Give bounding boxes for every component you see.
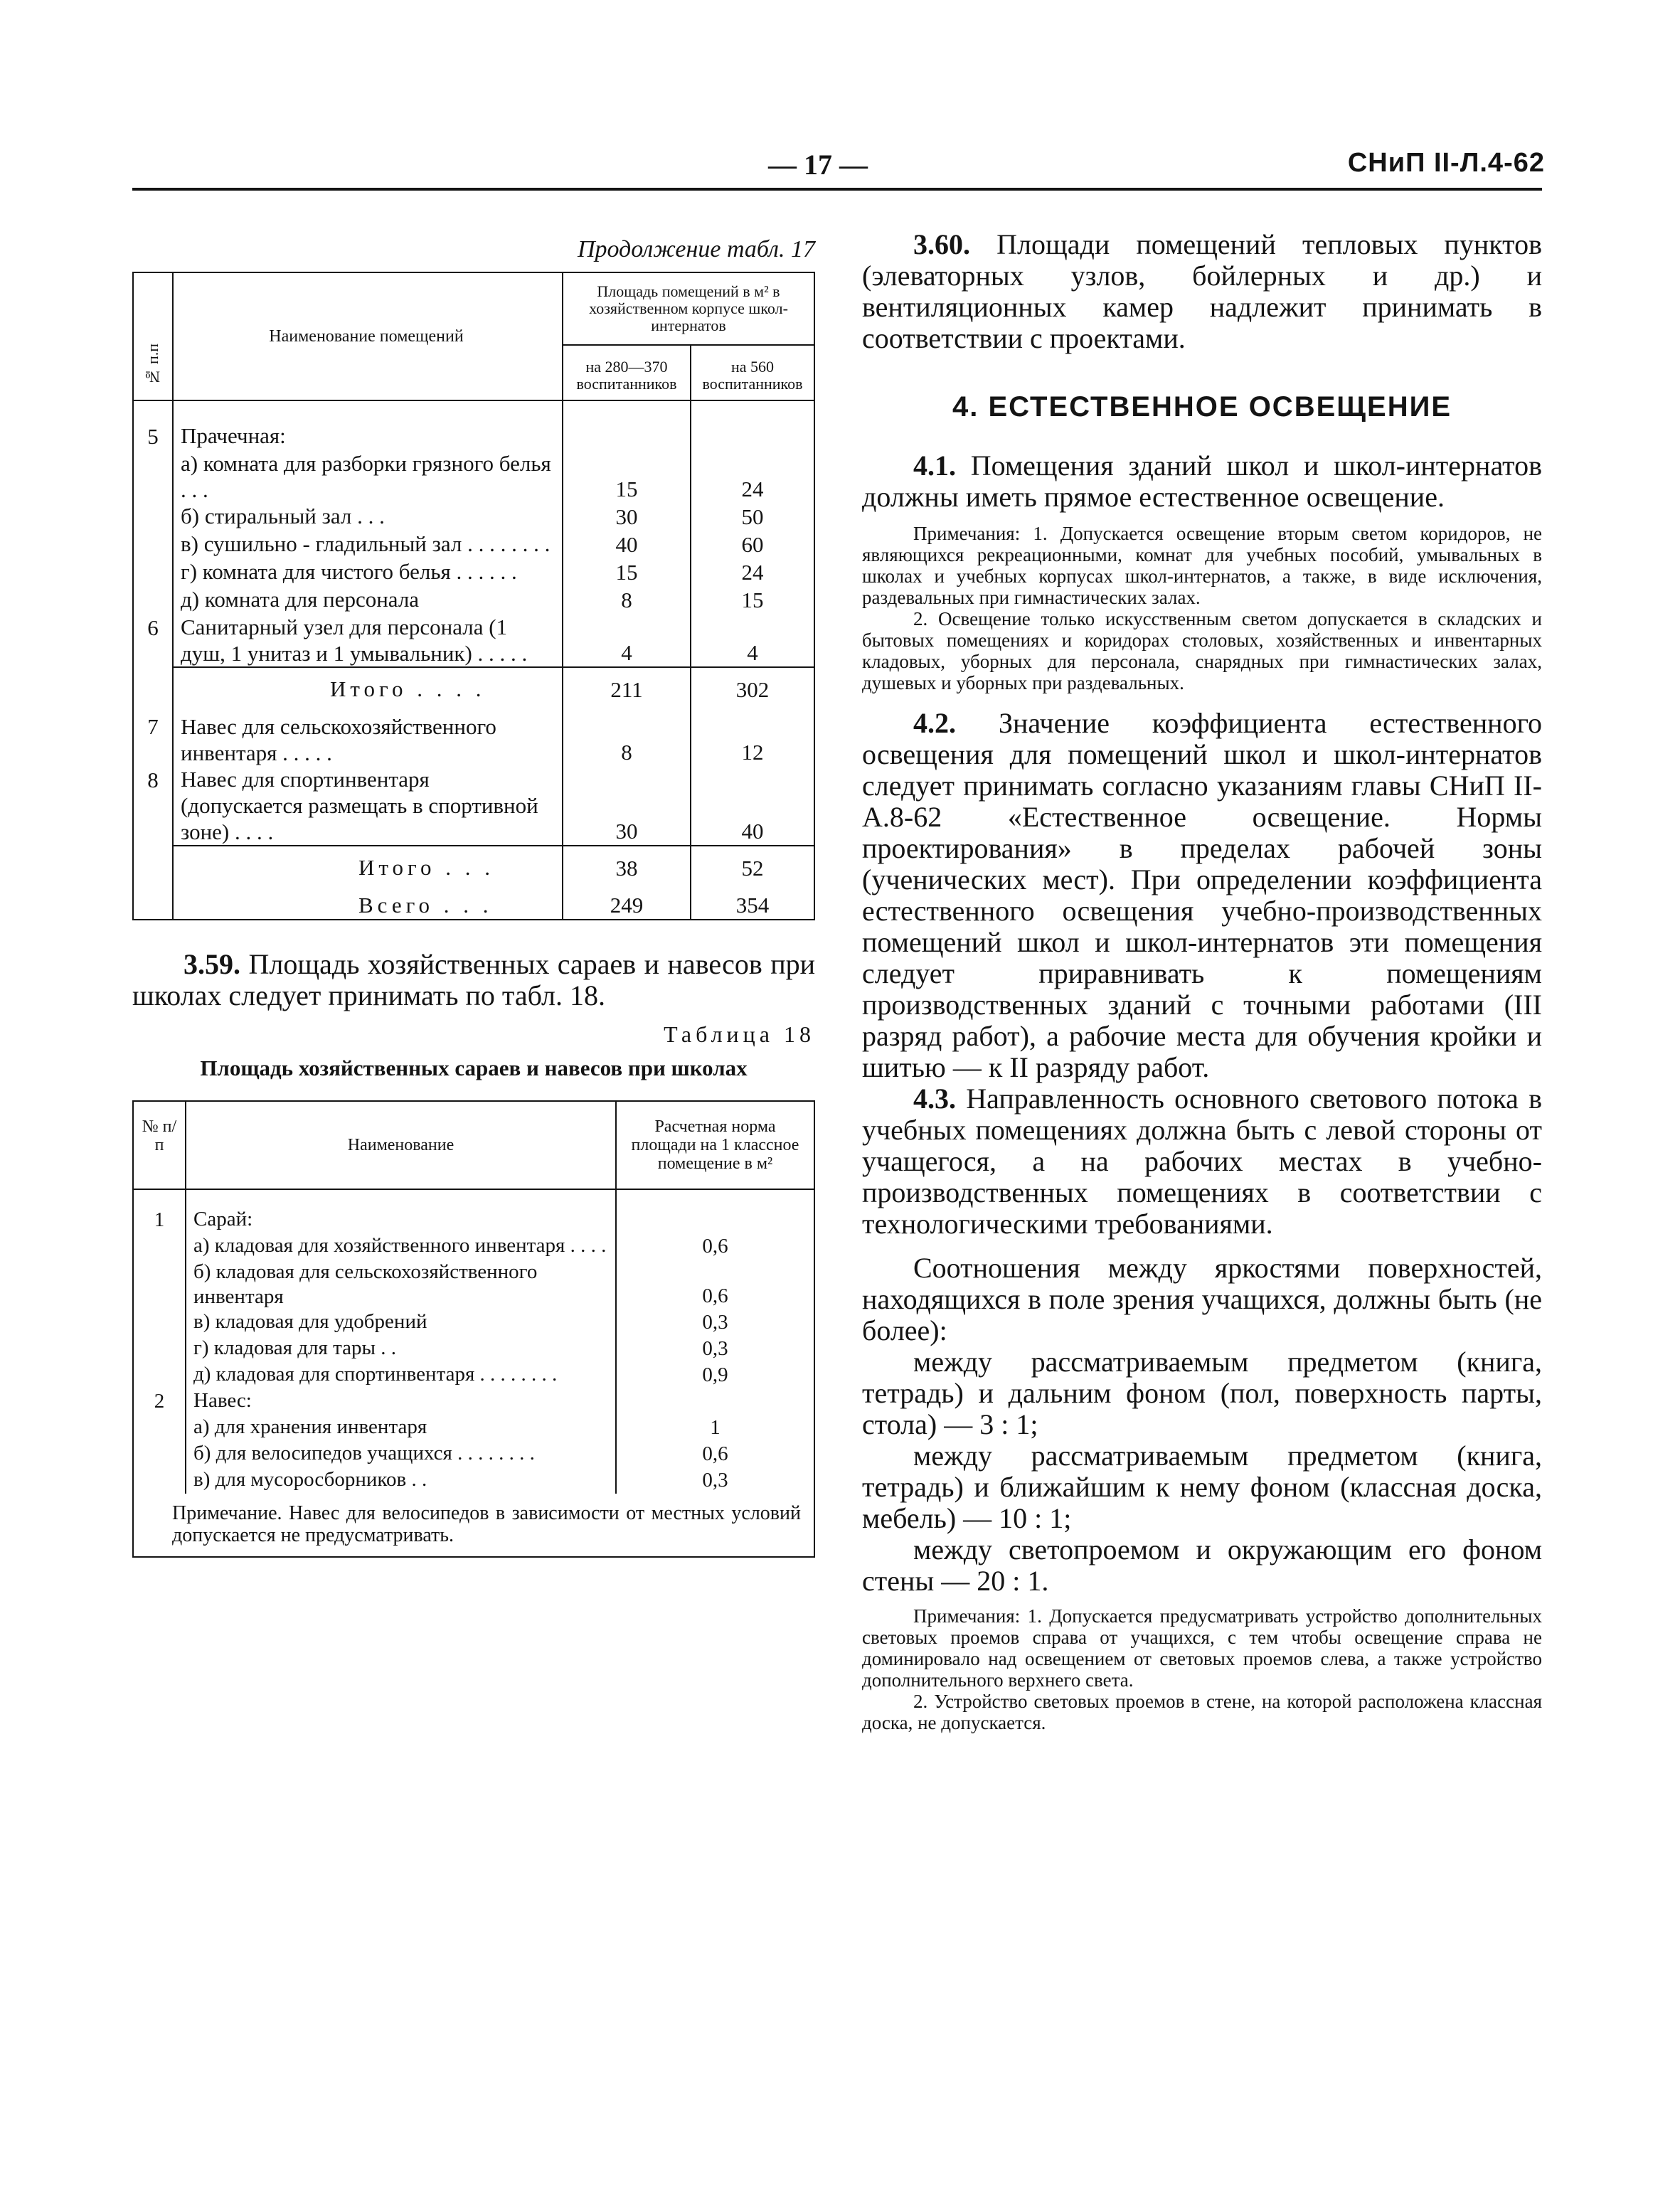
page-number: — 17 — (768, 149, 868, 181)
ratio-item-3: между светопроемом и окружающим его фоном стены — 20 : 1. (862, 1533, 1542, 1597)
total-row: Всего . . . 249 354 (133, 882, 814, 920)
table-row: д) комната для персонала 8 15 (133, 586, 814, 614)
table-row: 7 Навес для сельскохозяйственного инвентаря . . . . . 8 12 (133, 703, 814, 766)
table-row: б) стиральный зал . . . 30 50 (133, 503, 814, 531)
col-header-name: Наименование (186, 1101, 616, 1189)
table-row: г) комната для чистого белья . . . . . . 15 24 (133, 558, 814, 586)
col-header-number: № п.п (133, 272, 173, 400)
ratio-item-2: между рассматриваемым предметом (книга, тетрадь) и ближайшим к нему фоном (классная доска, мебель) — 10 : 1; (862, 1440, 1542, 1534)
paragraph-3-60: 3.60. Площади помещений тепловых пунктов (элеваторных узлов, бойлерных и др.) и вентиляционных камер надлежит принимать в соответствии с проектами. (862, 228, 1542, 354)
col-header-number: № п/п (133, 1101, 186, 1189)
ratio-item-1: между рассматриваемым предметом (книга, тетрадь) и дальним фоном (пол, поверхность парты, стола) — 3 : 1; (862, 1346, 1542, 1440)
paragraph-4-3-ratios: Соотношения между яркостями поверхностей, находящихся в поле зрения учащихся, должны быть (не более): (862, 1252, 1542, 1346)
notes-4-1-second: 2. Освещение только искусственным светом допускается в складских и бытовых помещениях и коридорах столовых, хозяйственных и инвентарных кладовых, уборных для персонала, снарядных при гимнастических залах, душевых и уборных при раздевальных. (862, 608, 1542, 693)
document-code: СНиП II-Л.4-62 (1347, 148, 1545, 178)
left-column (132, 213, 815, 1558)
paragraph-4-2: 4.2. Значение коэффициента естественного освещения для помещений школ и школ-интернатов следует принимать согласно указаниям главы СНиП II-А.8-62 «Естественное освещение. Нормы проектирования» в пределах рабочей зоны (ученических мест). При определении коэффициента естественного освещения учебно-производственных помещений школ и школ-интернатов эти помещения следует приравнивать к помещениям производственных зданий с точными работами (III разряд работ), а рабочие места для обучения кройки и шитью — к II разряду работ. (862, 707, 1542, 1083)
paragraph-4-1: 4.1. Помещения зданий школ и школ-интернатов должны иметь прямое естественное освещение. (862, 450, 1543, 513)
right-column (862, 229, 1542, 1733)
header-rule (132, 188, 1542, 191)
notes-4-3-first: Примечания: 1. Допускается предусматривать устройство дополнительных световых проемов справа от учащихся, с тем чтобы освещение справа не доминировало над освещением от световых проемов слева, а также устройство дополнительного верхнего света. (862, 1605, 1542, 1691)
table-row: 6 Санитарный узел для персонала (1 душ, 1 унитаз и 1 умывальник) . . . . . 4 4 (133, 614, 814, 667)
table-row: а) кладовая для хозяйственного инвентаря . . . . 0,6 (133, 1233, 814, 1260)
table-row: а) для хранения инвентаря 1 (133, 1415, 814, 1441)
subtotal-row (133, 667, 814, 676)
table-row: а) комната для разборки грязного белья . . . 15 24 (133, 450, 814, 503)
table-18-note: Примечание. Навес для велосипедов в зависимости от местных условий допускается не предусматривать. (172, 1502, 801, 1546)
table-row: 1 Сарай: (133, 1207, 814, 1233)
table-row: г) кладовая для тары . . 0,3 (133, 1336, 814, 1362)
table-row: в) для мусоросборников . . 0,3 (133, 1467, 814, 1494)
table-continuation-label: Продолжение табл. 17 (577, 236, 815, 262)
table-17 (132, 272, 815, 920)
notes-4-1-first: Примечания: 1. Допускается освещение вторым светом коридоров, не являющихся рекреационными, комнат для учебных пособий, умывальных в школах и учебных корпусах школ-интернатов, а также, в виде исключения, раздевальных при гимнастических залах. (862, 523, 1542, 608)
table-row: д) кладовая для спортинвентаря . . . . . . . . 0,9 (133, 1362, 814, 1388)
col-header-norm: Расчетная норма площади на 1 классное помещение в м² (631, 1117, 799, 1173)
subtotal-row: Итого . . . . 211 302 (133, 676, 814, 703)
table-18 (132, 1100, 815, 1558)
col-header-area: Площадь помещений в м² в хозяйственном корпусе школ-интернатов (563, 272, 814, 345)
table-row: 8 Навес для спортинвентаря (допускается размещать в спортивной зоне) . . . . 30 40 (133, 766, 814, 846)
section-title: 4. ЕСТЕСТВЕННОЕ ОСВЕЩЕНИЕ (952, 391, 1452, 422)
col-header-280: на 280—370 воспитанников (563, 345, 691, 400)
col-header-560: на 560 воспитанников (702, 358, 803, 393)
table-18-title: Площадь хозяйственных сараев и навесов при школах (200, 1056, 748, 1080)
table-row: б) кладовая для сельскохозяйственного инвентаря 0,6 (133, 1260, 814, 1309)
paragraph-4-3: 4.3. Направленность основного светового потока в учебных помещениях должна быть с левой стороны от учащегося, а на рабочих местах в учебно-производственных помещениях в соответствии с технологическими требованиями. (862, 1083, 1542, 1240)
col-header-name: Наименование помещений (173, 272, 563, 400)
subtotal-row: Итого . . . 38 52 (133, 854, 814, 882)
table-18-caption: Таблица 18 (664, 1021, 815, 1047)
table-17-body-1 (133, 422, 814, 920)
table-row: в) сушильно - гладильный зал . . . . . . . . 40 60 (133, 531, 814, 558)
table-row: в) кладовая для удобрений 0,3 (133, 1309, 814, 1336)
paragraph-3-59: 3.59. Площадь хозяйственных сараев и навесов при школах следует принимать по табл. 18. (132, 948, 816, 1011)
table-row: б) для велосипедов учащихся . . . . . . . . 0,6 (133, 1441, 814, 1467)
table-row: 2 Навес: (133, 1388, 814, 1415)
table-row: 5 Прачечная: (133, 422, 814, 450)
subtotal-row (133, 846, 814, 854)
notes-4-3-second: 2. Устройство световых проемов в стене, на которой расположена классная доска, не допускается. (862, 1691, 1542, 1733)
